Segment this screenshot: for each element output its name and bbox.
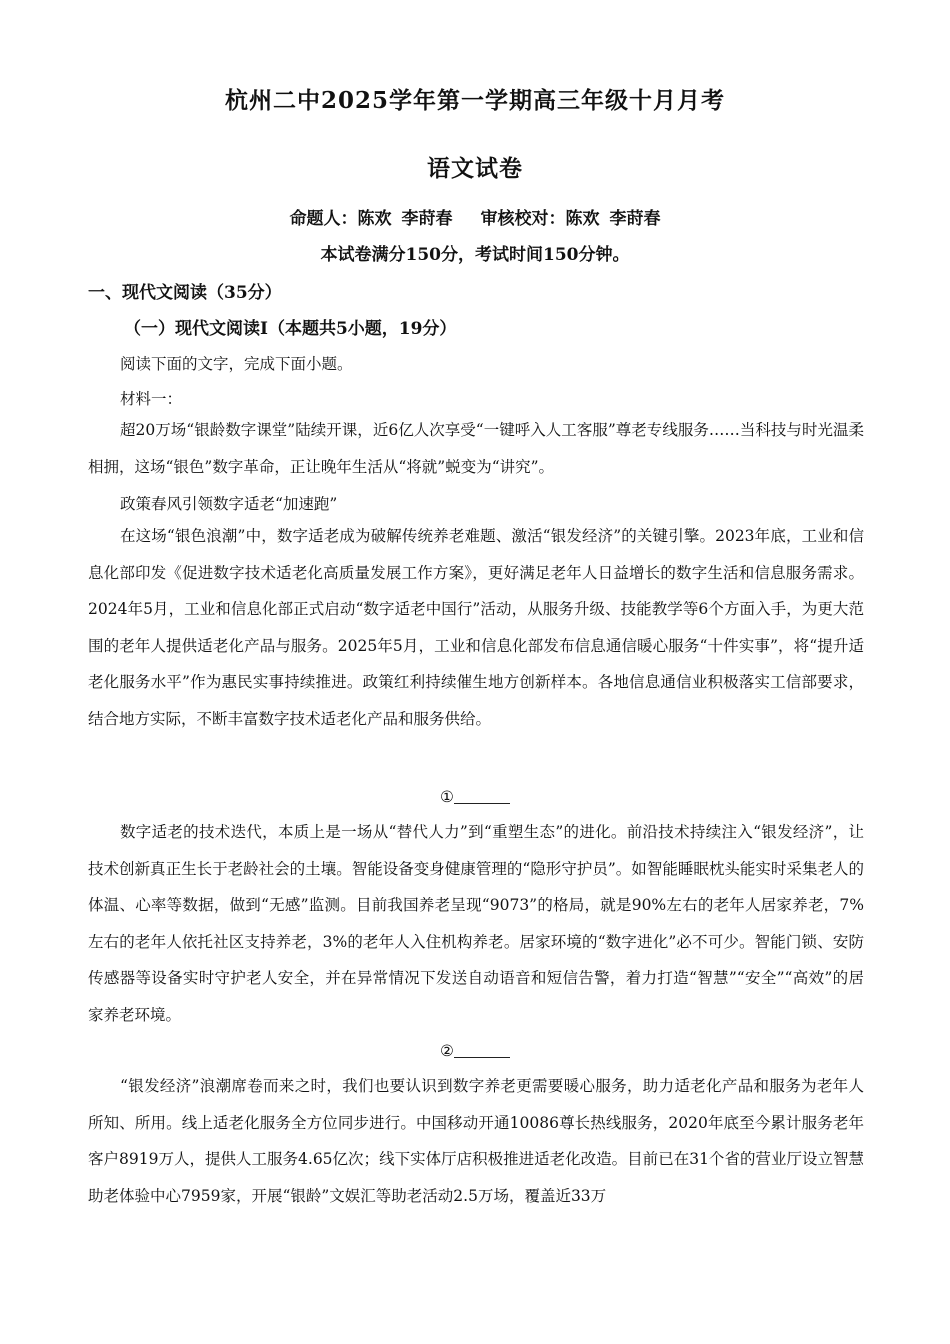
paragraph-1: 超20万场“银龄数字课堂”陆续开课，近6亿人次享受“一键呼入人工客服”尊老专线服务……当科技与时光温柔相拥，这场“银色”数字革命，正让晚年生活从“将就”蜕变为“讲究”。 [88,421,864,476]
exam-setters-line [0,204,950,229]
exam-subtitle: 语文试卷 [427,155,523,182]
marker-1: ① [440,788,454,806]
reading-instruction: 阅读下面的文字，完成下面小题。 [120,355,353,373]
marker-2: ② [440,1042,454,1060]
subsection-heading: （一）现代文阅读Ⅰ（本题共5小题，19分） [124,319,457,339]
policy-heading: 政策春风引领数字适老“加速跑” [120,495,338,513]
material-label: 材料一： [120,390,183,408]
reviewers-label: 审核校对：陈欢 [480,209,600,229]
paragraph-2: 在这场“银色浪潮”中，数字适老成为破解传统养老难题、激活“银发经济”的关键引擎。2023年底，工业和信息化部印发《促进数字技术适老化高质量发展工作方案》，更好满足老年人日益增长的数字生活和信息服务需求。2024年5月，工业和信息化部正式启动“数字适老中国行”活动，从服务升级、技能教学等6个方面入手，为更大范围的老年人提供适老化产品与服务。2025年5月，工业和信息化部发布信息通信暖心服务“十件实事”，将“提升适老化服务水平”作为惠民实事持续推进。政策红利持续催生地方创新样本。各地信息通信业积极落实工信部要求，结合地方实际，不断丰富数字技术适老化产品和服务供给。 [88,527,864,728]
fill-blank-2 [454,1043,510,1058]
subheading-blank-2 [0,1042,950,1060]
paragraph-3: 数字适老的技术迭代，本质上是一场从“替代人力”到“重塑生态”的进化。前沿技术持续注入“银发经济”，让技术创新真正生长于老龄社会的土壤。智能设备变身健康管理的“隐形守护员”。如智能睡眠枕头能实时采集老人的体温、心率等数据，做到“无感”监测。目前我国养老呈现“9073”的格局，就是90%左右的老年人居家养老，7%左右的老年人依托社区支持养老，3%的老年人入住机构养老。居家环境的“数字进化”必不可少。智能门锁、安防传感器等设备实时守护老人安全，并在异常情况下发送自动语音和短信告警，着力打造“智慧”“安全”“高效”的居家养老环境。 [88,823,864,1024]
setters-label: 命题人：陈欢 [289,209,392,229]
paragraph-4: “银发经济”浪潮席卷而来之时，我们也要认识到数字养老更需要暖心服务，助力适老化产品和服务为老年人所知、所用。线上适老化服务全方位同步进行。中国移动开通10086尊长热线服务，2020年底至今累计服务老年客户8919万人，提供人工服务4.65亿次；线下实体厅店积极推进适老化改造。目前已在31个省的营业厅设立智慧助老体验中心7959家，开展“银龄”文娱汇等助老活动2.5万场，覆盖近33万 [88,1077,864,1205]
section-heading: 一、现代文阅读（35分） [88,283,282,303]
fill-blank-1 [454,789,510,804]
setter-2: 李莳春 [401,209,453,229]
exam-title: 杭州二中2025学年第一学期高三年级十月月考 [224,87,725,114]
reviewer-2: 李莳春 [609,209,661,229]
exam-info: 本试卷满分150分，考试时间150分钟。 [320,245,630,265]
subheading-blank-1 [0,788,950,806]
